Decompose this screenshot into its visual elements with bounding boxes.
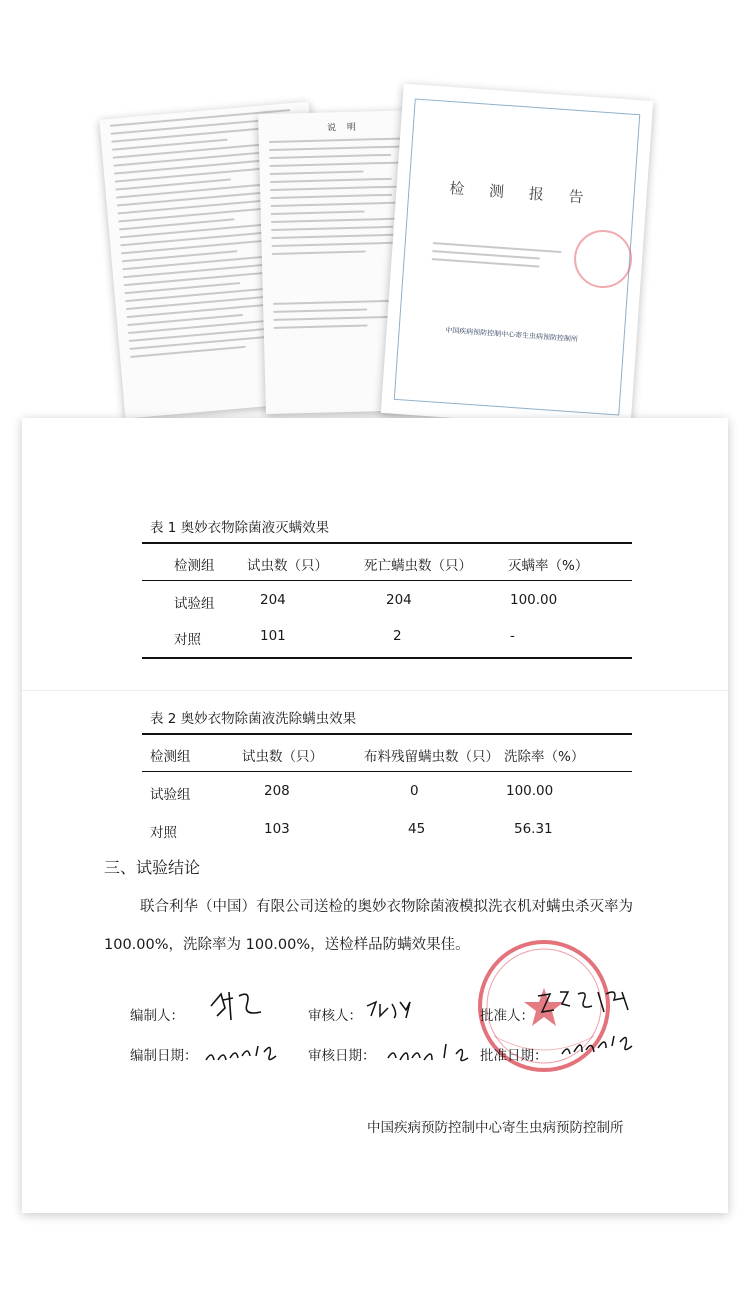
conclusion-title: 三、试验结论 [104, 858, 201, 877]
table2-header-group: 检测组 [150, 749, 191, 765]
table-cell: 100.00 [506, 783, 554, 799]
table-row [142, 621, 632, 651]
table-cell: 101 [260, 628, 286, 644]
cover-title: 检 测 报 告 [448, 179, 595, 208]
table1-header-rule [142, 580, 632, 581]
approve-date-label: 批准日期： [480, 1048, 548, 1064]
organization-footer: 中国疾病预防控制中心寄生虫病预防控制所 [367, 1120, 624, 1136]
review-date-handwriting [384, 1038, 474, 1068]
table1-caption: 表 1 奥妙衣物除菌液灭螨效果 [150, 520, 330, 536]
report-pages-preview [0, 0, 750, 430]
table-cell: 试验组 [150, 787, 191, 803]
table1-header-dead: 死亡螨虫数（只） [364, 558, 472, 574]
table2-header-rate: 洗除率（%） [504, 749, 585, 765]
cover-page-thumbnail [381, 84, 653, 430]
editor-label: 编制人： [130, 1008, 184, 1024]
table2-header-rule [142, 771, 632, 772]
approver-signature [534, 986, 634, 1020]
table1-header-row [142, 547, 632, 577]
table-cell: - [510, 628, 515, 644]
editor-signature [207, 986, 267, 1024]
table-cell: 204 [260, 592, 286, 608]
conclusion-line-2: 100.00%，洗除率为 100.00%，送检样品防螨效果佳。 [104, 937, 470, 953]
page-fold-line [22, 690, 728, 691]
table1-top-rule [142, 542, 632, 544]
table2-caption: 表 2 奥妙衣物除菌液洗除螨虫效果 [150, 711, 357, 727]
table2-top-rule [142, 733, 632, 735]
table2-header-count: 试虫数（只） [242, 749, 323, 765]
edit-date-handwriting [202, 1038, 282, 1068]
table-cell: 2 [393, 628, 402, 644]
table-cell: 204 [386, 592, 412, 608]
table-cell: 对照 [174, 632, 201, 648]
table-cell: 100.00 [510, 592, 558, 608]
table-cell: 0 [410, 783, 419, 799]
table-cell: 45 [408, 821, 426, 837]
table-row [142, 814, 632, 844]
reviewer-label: 审核人： [308, 1008, 362, 1024]
table-row [142, 585, 632, 615]
table-cell: 103 [264, 821, 290, 837]
table-cell: 对照 [150, 825, 177, 841]
table-cell: 56.31 [514, 821, 553, 837]
table1-header-rate: 灭螨率（%） [508, 558, 589, 574]
explanation-page-title: 说 明 [326, 122, 361, 134]
table2-header-row [142, 738, 632, 768]
table1-header-count: 试虫数（只） [247, 558, 328, 574]
report-page [22, 418, 728, 1213]
conclusion-line-1: 联合利华（中国）有限公司送检的奥妙衣物除菌液模拟洗衣机对螨虫杀灭率为 [140, 899, 633, 915]
table2-header-residual: 布料残留螨虫数（只） [364, 749, 499, 765]
table1-bottom-rule [142, 657, 632, 659]
table-cell: 208 [264, 783, 290, 799]
table-cell: 试验组 [174, 596, 215, 612]
reviewer-signature [364, 996, 414, 1022]
review-date-label: 审核日期： [308, 1048, 376, 1064]
table-row [142, 776, 632, 806]
approver-label: 批准人： [480, 1008, 534, 1024]
approve-date-handwriting [558, 1030, 638, 1062]
cover-organization: 中国疾病预防控制中心寄生虫病预防控制所 [444, 326, 579, 344]
edit-date-label: 编制日期： [130, 1048, 198, 1064]
table1-header-group: 检测组 [174, 558, 215, 574]
